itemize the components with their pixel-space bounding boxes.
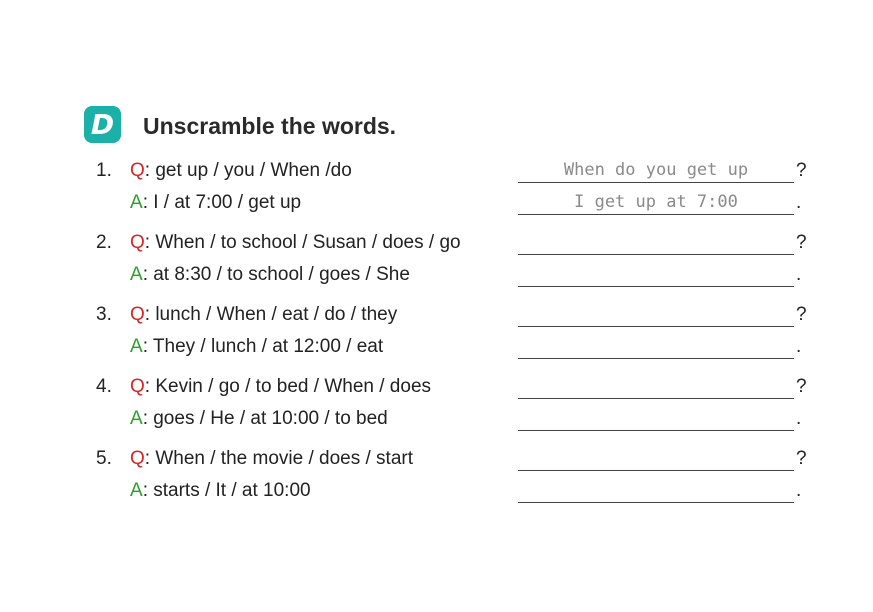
question-row-5 <box>0 446 873 472</box>
scrambled-words: : I / at 7:00 / get up <box>142 192 302 213</box>
period: . <box>796 408 802 429</box>
a-marker: A <box>130 336 143 357</box>
scrambled-question <box>130 158 352 184</box>
scrambled-question <box>130 302 397 328</box>
a-marker: A <box>130 408 143 429</box>
question-row-4 <box>0 374 873 400</box>
answer-row-4 <box>0 406 873 432</box>
scrambled-answer <box>130 190 301 216</box>
question-mark: ? <box>796 376 807 397</box>
item-number: 4. <box>96 376 112 397</box>
q-marker: Q <box>130 448 145 469</box>
answer-row-3 <box>0 334 873 360</box>
answer-field[interactable] <box>518 374 794 399</box>
scrambled-words: : When / the movie / does / start <box>144 448 414 469</box>
q-marker: Q <box>130 232 145 253</box>
scrambled-answer <box>130 478 311 504</box>
scrambled-question <box>130 446 413 472</box>
question-mark: ? <box>796 232 807 253</box>
handwritten-answer: When do you get up <box>563 160 749 180</box>
scrambled-answer <box>130 406 388 432</box>
period: . <box>796 336 802 357</box>
section-letter-badge: D <box>84 106 121 143</box>
q-marker: Q <box>130 160 145 181</box>
a-marker: A <box>130 192 143 213</box>
item-number: 3. <box>96 304 112 325</box>
question-row-2 <box>0 230 873 256</box>
question-mark: ? <box>796 160 807 181</box>
scrambled-question <box>130 230 461 256</box>
item-number: 5. <box>96 448 112 469</box>
scrambled-words: : at 8:30 / to school / goes / She <box>142 264 410 285</box>
scrambled-words: : Kevin / go / to bed / When / does <box>144 376 432 397</box>
period: . <box>796 192 802 213</box>
scrambled-words: : get up / you / When /do <box>144 160 352 181</box>
question-mark: ? <box>796 448 807 469</box>
answer-field[interactable] <box>518 158 794 183</box>
scrambled-words: : When / to school / Susan / does / go <box>144 232 461 253</box>
answer-row-5 <box>0 478 873 504</box>
answer-field[interactable] <box>518 334 794 359</box>
scrambled-words: : starts / It / at 10:00 <box>142 480 311 501</box>
item-number: 2. <box>96 232 112 253</box>
a-marker: A <box>130 264 143 285</box>
scrambled-answer <box>130 262 410 288</box>
answer-field[interactable] <box>518 230 794 255</box>
item-number: 1. <box>96 160 112 181</box>
exercise-title: Unscramble the words. <box>143 113 397 139</box>
period: . <box>796 480 802 501</box>
handwritten-answer: I get up at 7:00 <box>574 192 738 212</box>
question-row-1 <box>0 158 873 184</box>
a-marker: A <box>130 480 143 501</box>
scrambled-question <box>130 374 431 400</box>
answer-field[interactable] <box>518 262 794 287</box>
q-marker: Q <box>130 376 145 397</box>
scrambled-words: : goes / He / at 10:00 / to bed <box>142 408 388 429</box>
answer-field[interactable] <box>518 406 794 431</box>
question-mark: ? <box>796 304 807 325</box>
q-marker: Q <box>130 304 145 325</box>
answer-field[interactable] <box>518 446 794 471</box>
question-row-3 <box>0 302 873 328</box>
answer-field[interactable] <box>518 190 794 215</box>
answer-row-1 <box>0 190 873 216</box>
period: . <box>796 264 802 285</box>
answer-row-2 <box>0 262 873 288</box>
scrambled-words: : They / lunch / at 12:00 / eat <box>142 336 384 357</box>
scrambled-answer <box>130 334 383 360</box>
answer-field[interactable] <box>518 302 794 327</box>
scrambled-words: : lunch / When / eat / do / they <box>144 304 398 325</box>
answer-field[interactable] <box>518 478 794 503</box>
